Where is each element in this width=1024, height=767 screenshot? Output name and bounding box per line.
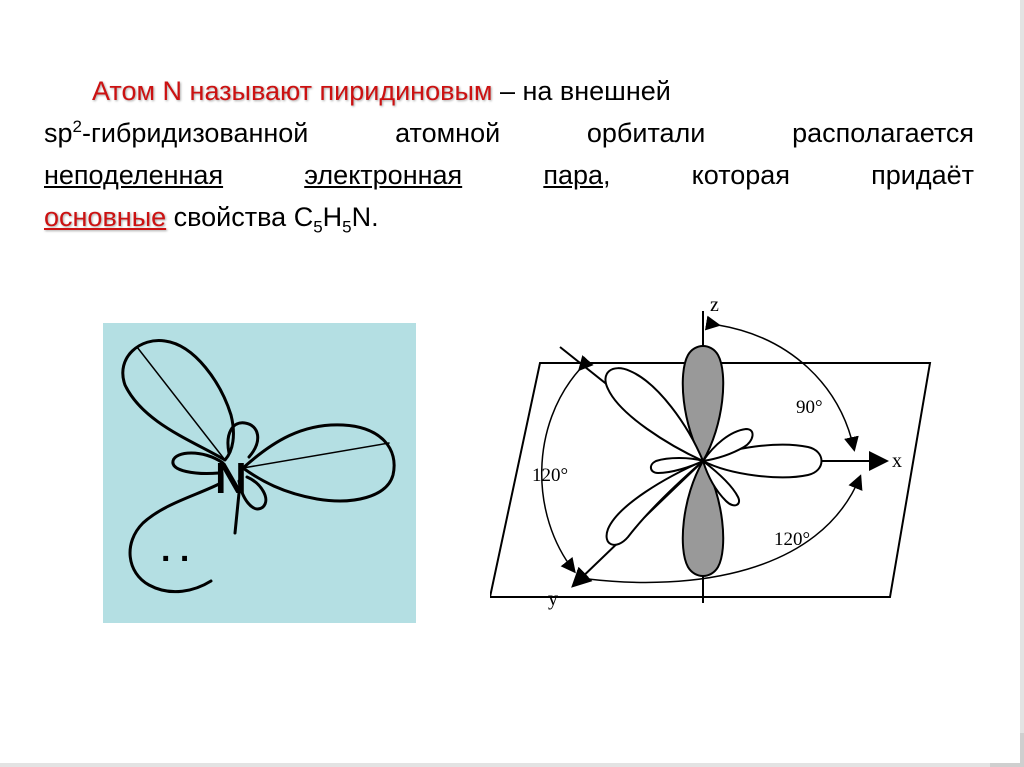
basic-properties-word: основные <box>44 202 167 232</box>
sp2-lobe-right <box>243 425 394 501</box>
lone-word: неподеленная <box>44 160 224 190</box>
angle-label-120-bottom: 120° <box>774 529 811 550</box>
formula-n: N. <box>351 202 379 232</box>
sp2-orbital-svg <box>490 285 950 625</box>
nitrogen-atom-label: N <box>215 454 247 503</box>
hybridized-word: -гибридизованной <box>82 118 309 148</box>
paragraph-line-1 <box>44 70 974 112</box>
angle-label-90: 90° <box>796 397 823 418</box>
paragraph-line-3 <box>44 154 974 196</box>
lobe-axis-right <box>243 443 389 468</box>
line1-rest: – на внешней <box>492 76 671 106</box>
pair-term <box>543 154 610 196</box>
y-axis-label: y <box>548 588 558 610</box>
paragraph-line-2 <box>44 112 974 154</box>
nitrogen-orbitals-sketch <box>103 323 416 623</box>
angle-label-120-left: 120° <box>532 465 569 486</box>
orbital-word: орбитали <box>586 118 706 148</box>
pair-comma: , <box>603 160 611 190</box>
pair-word: пара <box>543 160 603 190</box>
located-word: располагается <box>792 118 974 148</box>
sp-text: sp <box>44 118 73 148</box>
formula-h-sub: 5 <box>342 217 352 237</box>
x-axis-label: x <box>892 450 902 472</box>
pyridine-nitrogen-heading: Атом N называют пиридиновым <box>92 76 493 106</box>
z-axis-label: z <box>710 294 719 316</box>
nitrogen-orbitals-svg <box>103 323 416 623</box>
pyridine-formula <box>293 202 379 237</box>
lobe-axis-upper-left <box>137 347 225 460</box>
description-paragraph <box>44 70 974 238</box>
formula-h: H <box>322 202 343 232</box>
sp2-term <box>44 112 308 154</box>
electron-word: электронная <box>304 160 463 190</box>
paragraph-line-4 <box>44 196 974 238</box>
sp-superscript: 2 <box>72 117 82 136</box>
which-word: которая <box>691 160 790 190</box>
gives-word: придаёт <box>871 160 974 190</box>
lone-pair-dots: . . <box>161 531 190 569</box>
formula-c: C <box>293 202 314 232</box>
formula-c-sub: 5 <box>313 217 323 237</box>
properties-text: свойства <box>166 202 294 232</box>
atomic-word: атомной <box>395 118 501 148</box>
sp2-hybridization-diagram <box>490 285 950 625</box>
